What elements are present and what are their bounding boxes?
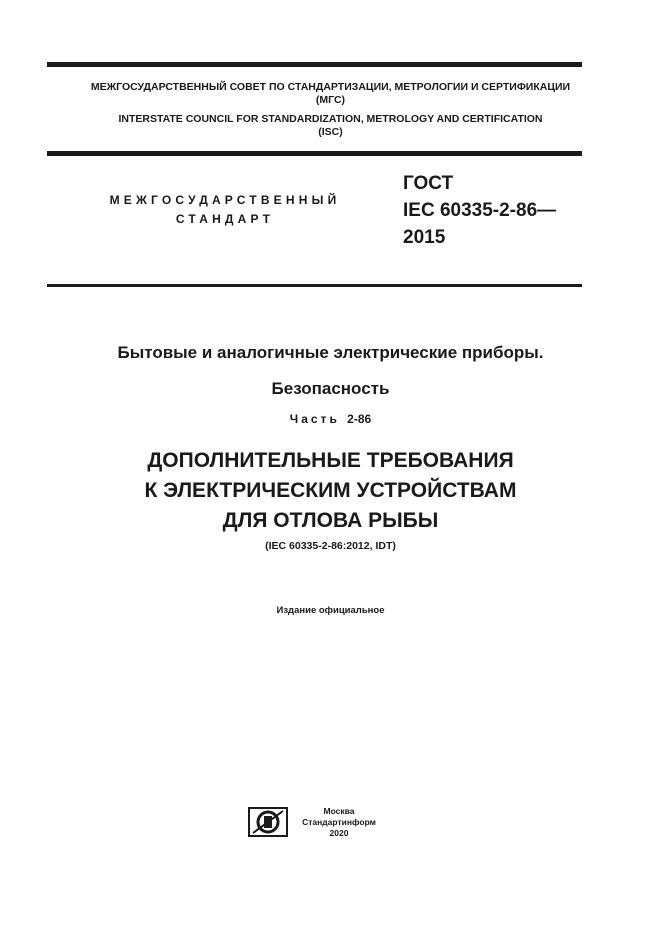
heading-line-3: ДЛЯ ОТЛОВА РЫБЫ	[222, 509, 439, 532]
council-en-abbr: (ISC)	[318, 126, 343, 138]
document-subtitle: Безопасность	[271, 379, 390, 398]
part-number: 2-86	[347, 412, 372, 426]
top-rule	[47, 62, 582, 67]
gost-designation-line3: 2015	[403, 227, 446, 248]
council-ru-abbr: (МГС)	[315, 94, 346, 106]
standard-type-line1: МЕЖГОСУДАРСТВЕННЫЙ	[109, 193, 341, 207]
header-divider	[47, 151, 582, 156]
gost-designation-line1: ГОСТ	[403, 173, 454, 194]
heading-line-1: ДОПОЛНИТЕЛЬНЫЕ ТРЕБОВАНИЯ	[147, 449, 514, 472]
publisher-year: 2020	[329, 828, 349, 838]
gost-designation-line2: IEC 60335-2-86—	[403, 200, 557, 221]
document-title: Бытовые и аналогичные электрические приборы.	[117, 343, 544, 362]
council-ru-line: МЕЖГОСУДАРСТВЕННЫЙ СОВЕТ ПО СТАНДАРТИЗАЦИИ, МЕТРОЛОГИИ И СЕРТИФИКАЦИИ	[90, 81, 571, 93]
council-en-line: INTERSTATE COUNCIL FOR STANDARDIZATION, METROLOGY AND CERTIFICATION	[118, 113, 543, 125]
publisher-info	[296, 806, 382, 839]
edition-note: Издание официальное	[276, 605, 385, 616]
part-label: Часть	[289, 412, 340, 426]
publisher-city: Москва	[323, 806, 355, 816]
iec-reference: (IEC 60335-2-86:2012, IDT)	[265, 540, 396, 552]
standard-type-line2: СТАНДАРТ	[175, 212, 275, 226]
heading-line-2: К ЭЛЕКТРИЧЕСКИМ УСТРОЙСТВАМ	[144, 479, 517, 502]
publisher-name: Стандартинформ	[302, 817, 376, 827]
part-designation	[0, 412, 661, 426]
standartinform-logo	[248, 807, 288, 837]
designation-divider	[47, 284, 582, 287]
